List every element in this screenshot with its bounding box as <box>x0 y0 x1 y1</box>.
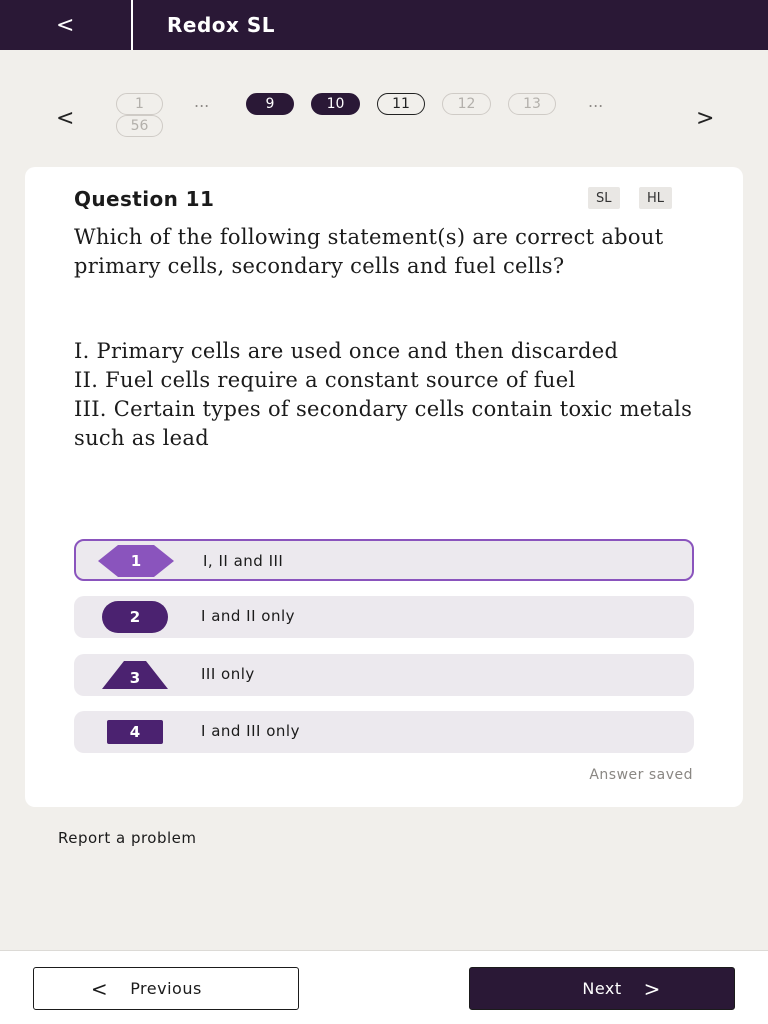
previous-button[interactable] <box>33 967 299 1010</box>
statements-list <box>74 337 694 453</box>
pager-next-icon[interactable]: > <box>696 106 715 131</box>
next-button[interactable] <box>469 967 735 1010</box>
pager-ellipsis: ... <box>194 92 210 111</box>
statement-1: I. Primary cells are used once and then discarded <box>74 339 619 363</box>
option-2[interactable] <box>74 596 694 638</box>
option-4-label: I and III only <box>201 722 300 740</box>
option-1[interactable] <box>74 539 694 581</box>
bottom-nav <box>0 950 768 1024</box>
statement-3: III. Certain types of secondary cells contain toxic metals such as lead <box>74 397 693 450</box>
answer-saved-status: Answer saved <box>589 767 693 783</box>
page-1-button[interactable]: 1 <box>116 93 163 115</box>
report-problem-link[interactable]: Report a problem <box>58 829 197 847</box>
previous-label: Previous <box>130 979 202 998</box>
page-title: Redox SL <box>167 13 276 37</box>
option-3-badge: 3 <box>102 661 168 689</box>
option-3-label: III only <box>201 665 255 683</box>
tag-hl: HL <box>639 187 672 209</box>
back-button[interactable] <box>0 0 132 50</box>
option-1-label: I, II and III <box>203 552 284 570</box>
chevron-right-icon: > <box>643 976 661 1001</box>
page-9-button[interactable]: 9 <box>246 93 294 115</box>
question-text: Which of the following statement(s) are correct about primary cells, secondary cells and fuel cells? <box>74 225 664 278</box>
page-13-button[interactable]: 13 <box>508 93 556 115</box>
question-card <box>25 167 743 807</box>
option-2-badge: 2 <box>102 601 168 633</box>
page-56-button[interactable]: 56 <box>116 115 163 137</box>
pager-prev-icon[interactable]: < <box>56 106 75 131</box>
page-10-button[interactable]: 10 <box>311 93 360 115</box>
header-divider <box>131 0 133 50</box>
chevron-left-icon: < <box>90 976 109 1001</box>
question-pager <box>0 88 768 148</box>
page-11-button[interactable]: 11 <box>377 93 425 115</box>
option-4-badge: 4 <box>107 720 163 744</box>
option-4[interactable] <box>74 711 694 753</box>
pager-ellipsis: ... <box>588 92 604 111</box>
option-2-label: I and II only <box>201 607 296 625</box>
question-title: Question 11 <box>74 187 215 211</box>
tag-sl: SL <box>588 187 620 209</box>
top-bar <box>0 0 768 50</box>
option-1-badge: 1 <box>98 545 174 577</box>
page-12-button[interactable]: 12 <box>442 93 491 115</box>
chevron-left-icon: < <box>56 12 75 38</box>
option-3[interactable] <box>74 654 694 696</box>
next-label: Next <box>582 979 622 998</box>
statement-2: II. Fuel cells require a constant source of fuel <box>74 368 576 392</box>
